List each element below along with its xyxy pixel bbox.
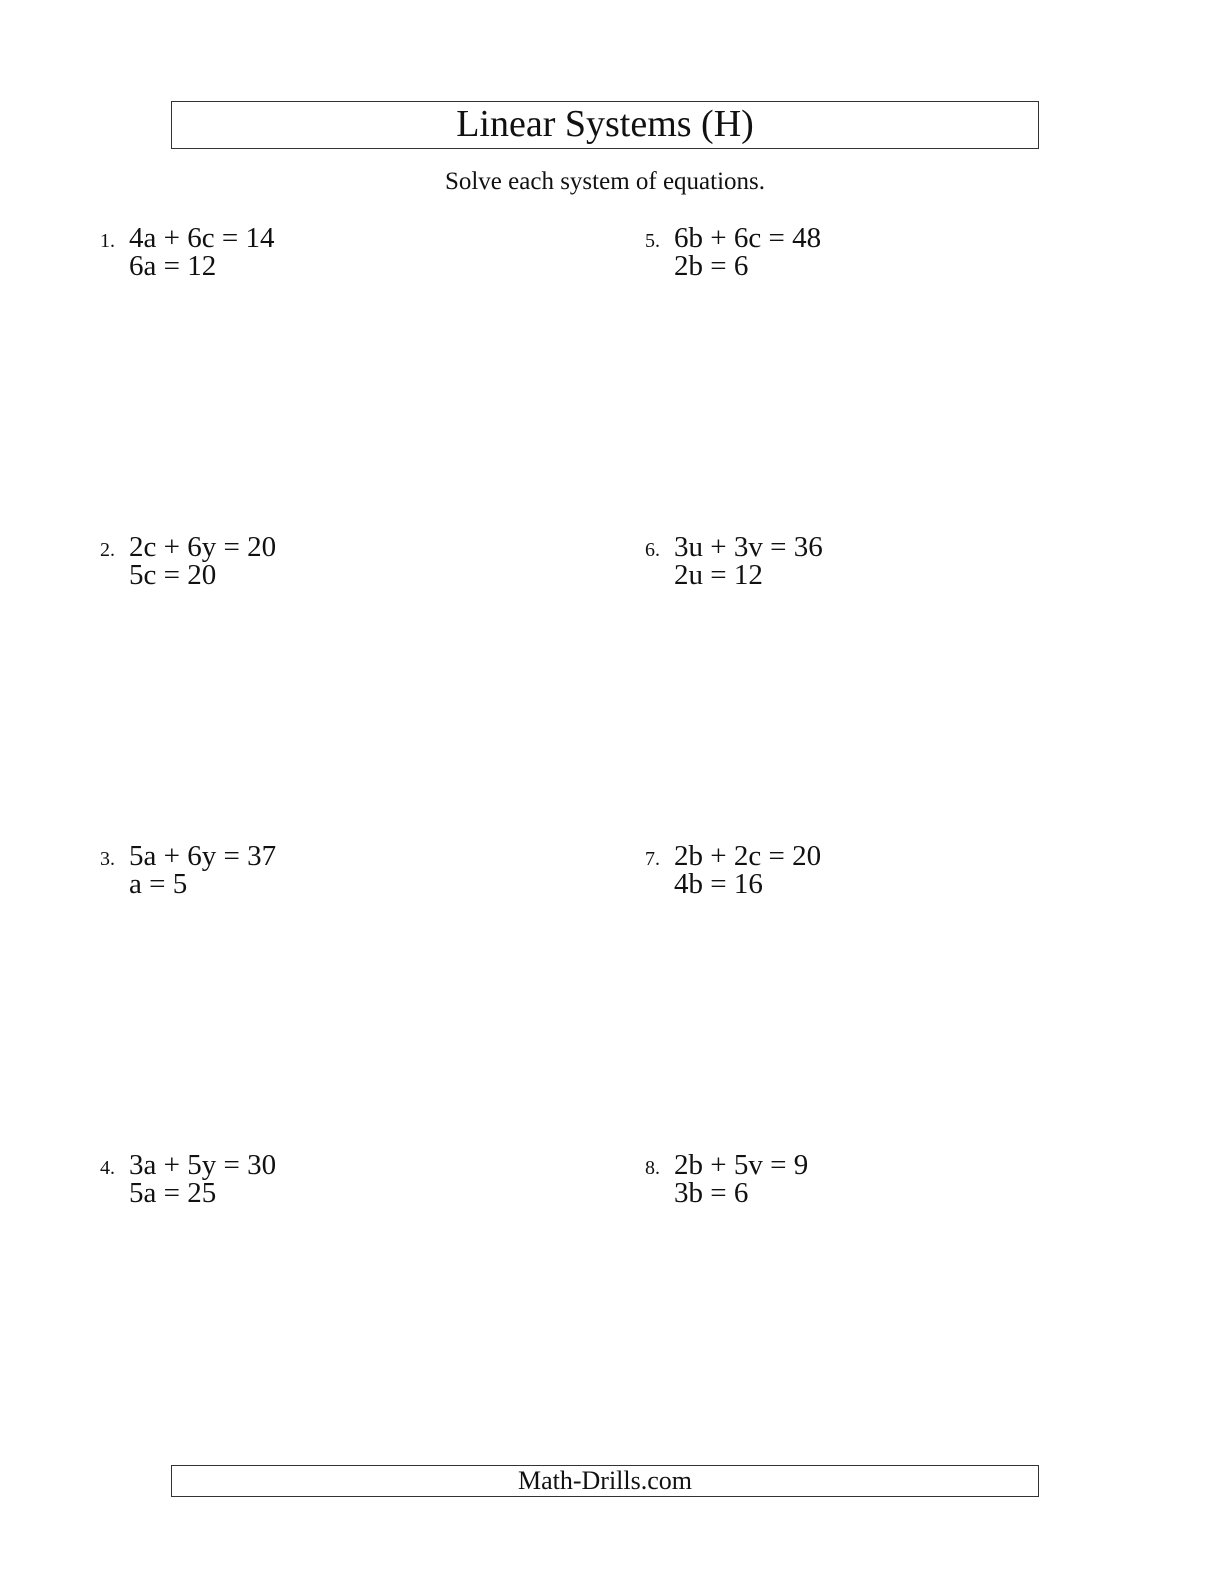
equation-2: 5c = 20 <box>129 559 217 591</box>
problem-number: 1. <box>100 230 115 252</box>
equation-1: 2b + 2c = 20 <box>674 840 822 872</box>
problem-7 <box>645 838 1065 908</box>
equation-2: 2b = 6 <box>674 250 749 282</box>
equation-2: 5a = 25 <box>129 1177 217 1209</box>
instructions: Solve each system of equations. <box>444 168 766 195</box>
problem-number: 3. <box>100 848 115 870</box>
problem-number: 4. <box>100 1157 115 1179</box>
problem-2 <box>100 529 520 599</box>
problem-number: 2. <box>100 539 115 561</box>
worksheet-title-box <box>171 101 1039 149</box>
equation-2: a = 5 <box>129 868 188 900</box>
equation-2: 3b = 6 <box>674 1177 749 1209</box>
worksheet-title: Linear Systems (H) <box>456 103 754 145</box>
problem-number: 5. <box>645 230 660 252</box>
problem-6 <box>645 529 1065 599</box>
problem-number: 6. <box>645 539 660 561</box>
equation-1: 6b + 6c = 48 <box>674 222 822 254</box>
footer-text: Math-Drills.com <box>517 1466 693 1495</box>
equation-1: 3a + 5y = 30 <box>129 1149 277 1181</box>
problem-8 <box>645 1147 1065 1217</box>
equation-2: 4b = 16 <box>674 868 763 900</box>
problem-number: 7. <box>645 848 660 870</box>
problem-number: 8. <box>645 1157 660 1179</box>
footer-box <box>171 1465 1039 1497</box>
equation-1: 3u + 3v = 36 <box>674 531 823 563</box>
problem-4 <box>100 1147 520 1217</box>
equation-2: 2u = 12 <box>674 559 763 591</box>
equation-2: 6a = 12 <box>129 250 217 282</box>
equation-1: 2b + 5v = 9 <box>674 1149 809 1181</box>
problem-3 <box>100 838 520 908</box>
problem-1 <box>100 220 520 290</box>
equation-1: 2c + 6y = 20 <box>129 531 277 563</box>
equation-1: 4a + 6c = 14 <box>129 222 275 254</box>
problem-5 <box>645 220 1065 290</box>
equation-1: 5a + 6y = 37 <box>129 840 277 872</box>
